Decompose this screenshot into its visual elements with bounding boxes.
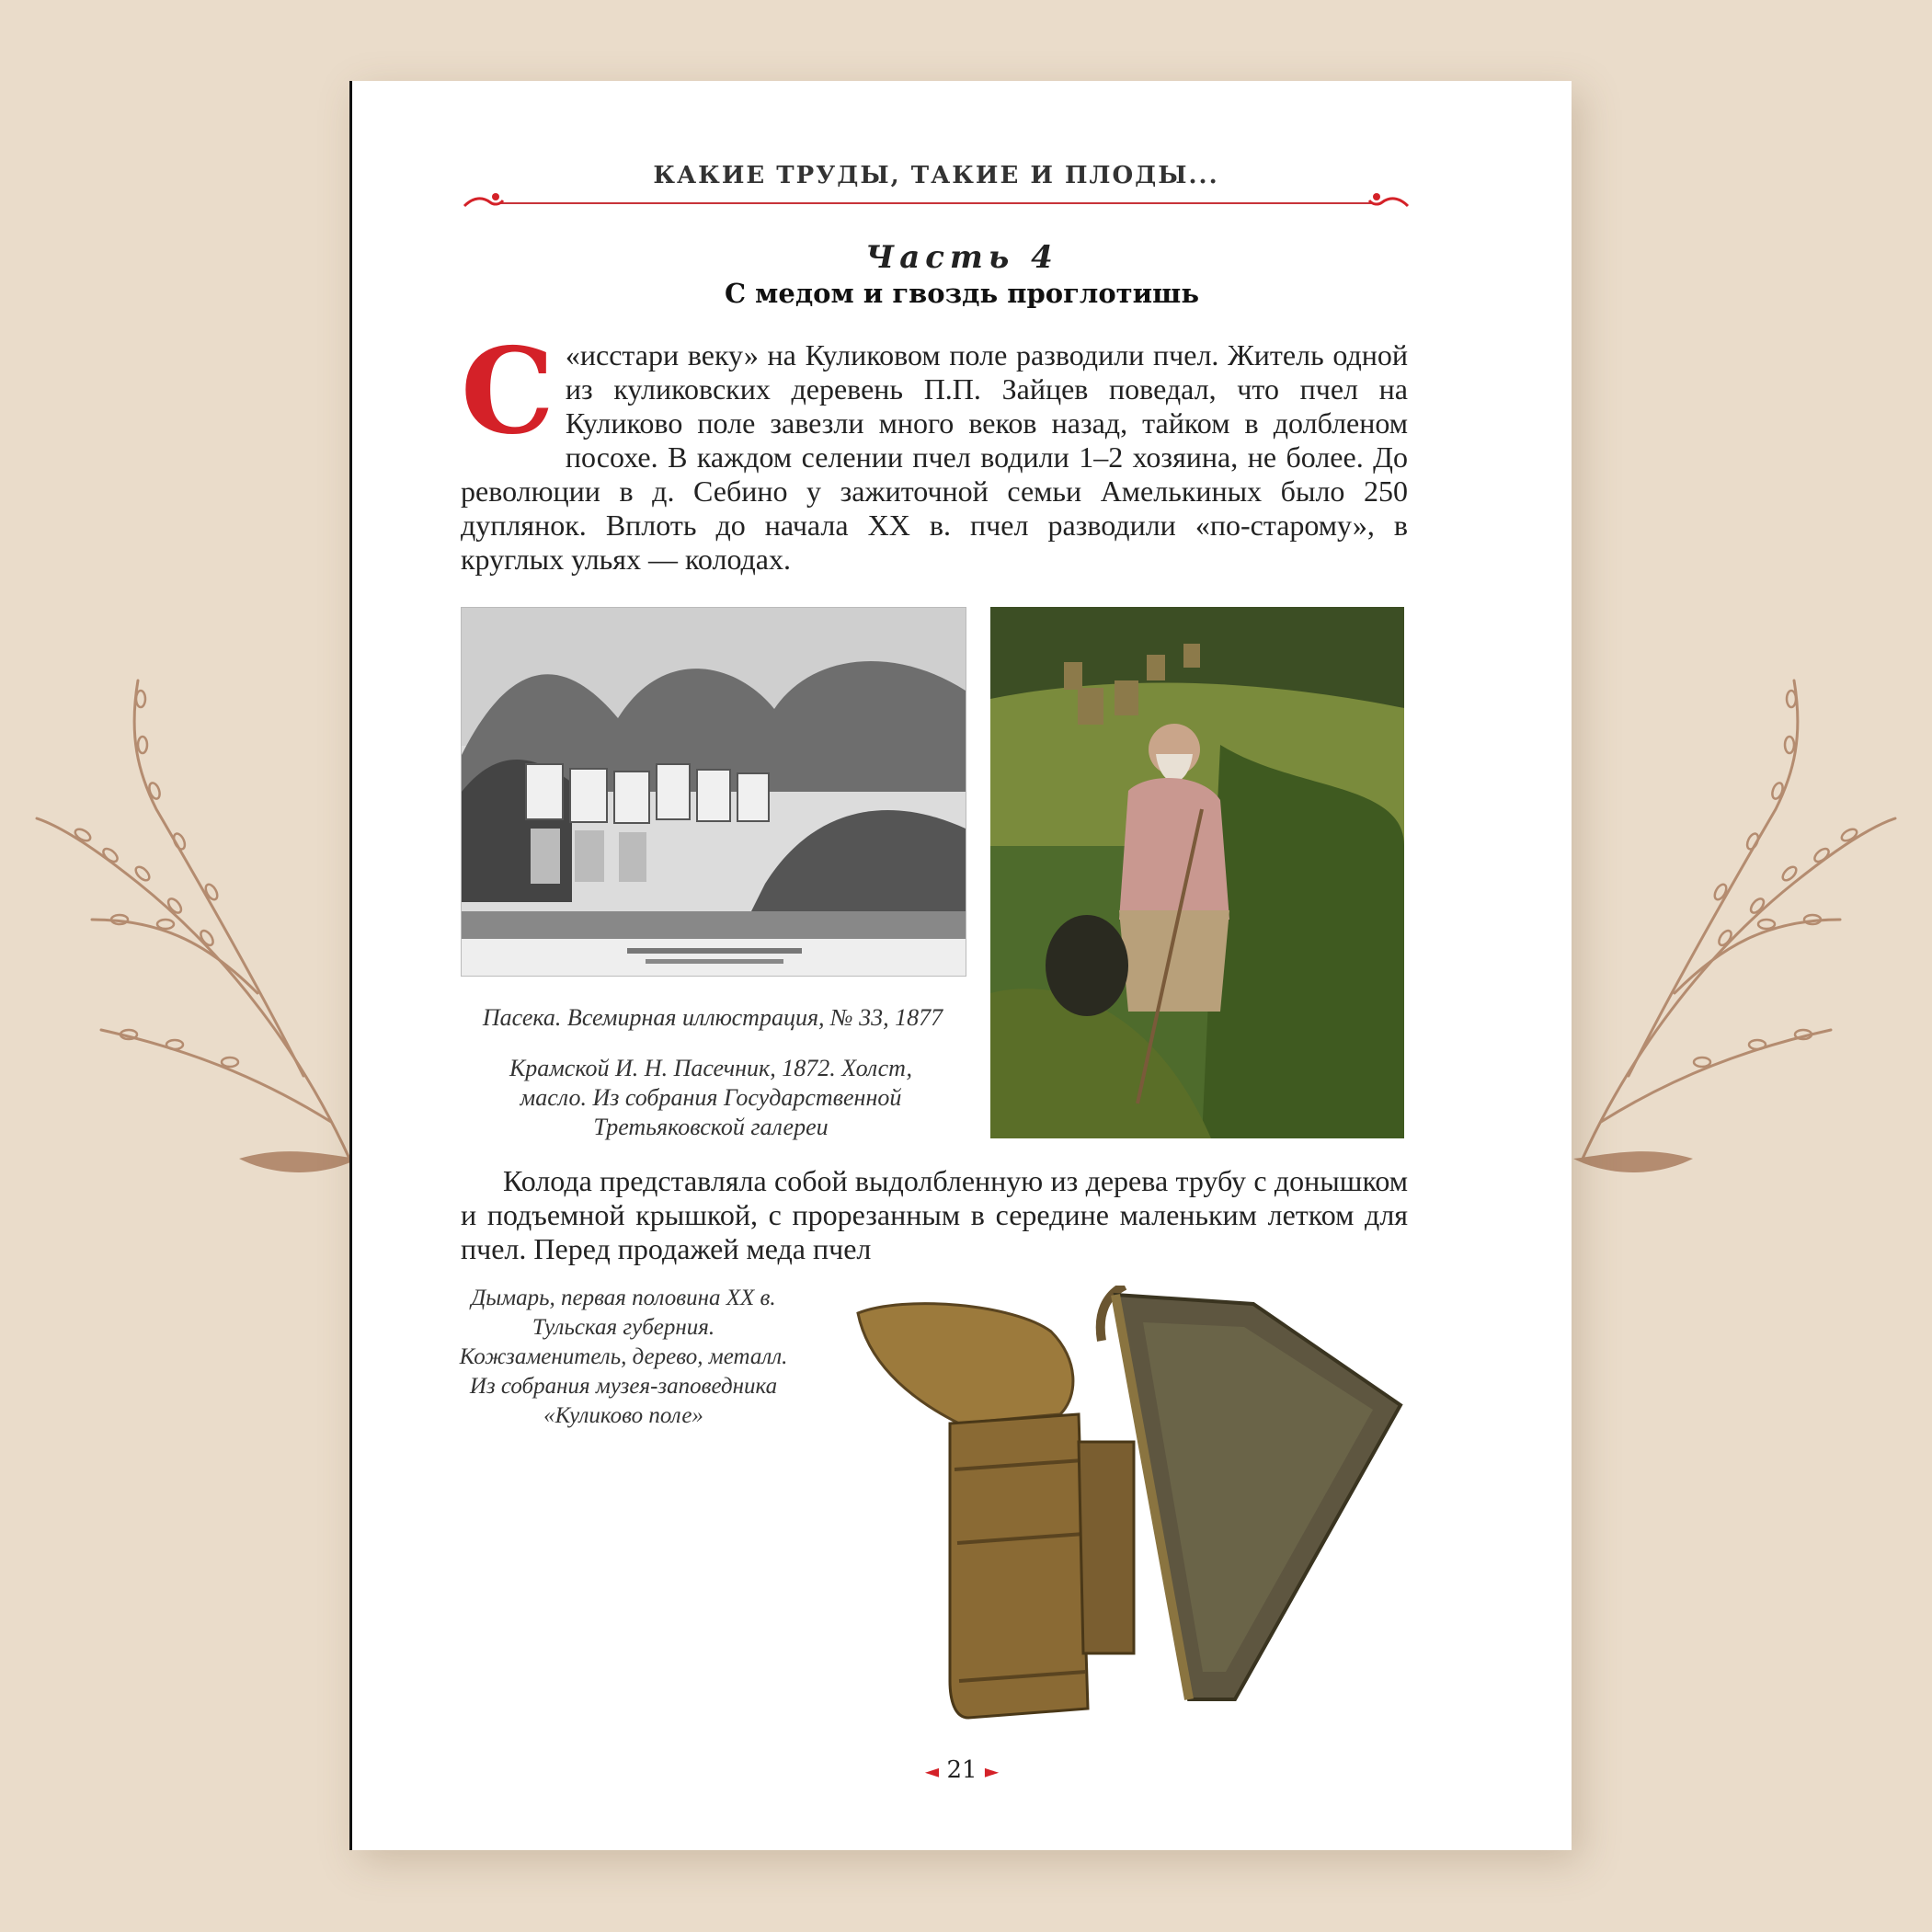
book-page — [349, 81, 1572, 1850]
page-number-value: 21 — [946, 1756, 977, 1784]
willow-branch-decoration-left — [28, 644, 377, 1214]
intro-paragraph — [461, 323, 1408, 577]
kolodа-paragraph: Колода представляла собой выдолбленную из дерева трубу с донышком и подъемной крышкой, с прорезанным в середине маленьким летком для пчел. Перед продажей меда пчел — [461, 1164, 1408, 1265]
drop-cap: С — [461, 323, 554, 461]
flourish-ornament-right — [1367, 189, 1410, 213]
apiary-engraving-image — [461, 607, 966, 977]
header-rule — [499, 202, 1373, 204]
flourish-ornament-left — [463, 189, 505, 213]
smoker-caption: Дымарь, первая половина XX в. Тульская губерния. Кожзаменитель, дерево, металл. Из собрания музея-заповедника «Куликово поле» — [459, 1286, 788, 1428]
part-title: С медом и гвоздь проглотишь — [725, 278, 1199, 309]
page-number-ornament-left: ◄ — [924, 1760, 940, 1782]
willow-branch-decoration-right — [1555, 644, 1904, 1214]
beekeeper-painting-image — [990, 607, 1404, 1138]
running-header — [463, 162, 1410, 208]
engraving-caption: Пасека. Всемирная иллюстрация, № 33, 1877 — [482, 1004, 943, 1031]
painting-caption: Крамской И. Н. Пасечник, 1872. Холст, масло. Из собрания Государственной Третьяковской галереи — [509, 1055, 913, 1140]
part-label: Часть 4 — [865, 239, 1058, 276]
page-number — [352, 1756, 1572, 1784]
running-header-title: КАКИЕ ТРУДЫ, ТАКИЕ И ПЛОДЫ... — [653, 162, 1219, 189]
page-number-ornament-right: ► — [984, 1760, 1000, 1782]
bee-smoker-image — [849, 1286, 1410, 1727]
intro-paragraph-text: «исстари веку» на Куликовом поле разводили пчел. Житель одной из куликовских деревень П.П. Зайцев поведал, что пчел на Куликово поле завезли много веков назад, тайком в долбленом посохе. В каждом селении пчел водили 1–2 хозяина, не более. До революции в д. Себино у зажиточной семьи Амелькиных было 250 дуплянок. Вплоть до начала XX в. пчел разводили «по-старому», в круглых ульях — колодах. — [461, 338, 1408, 576]
